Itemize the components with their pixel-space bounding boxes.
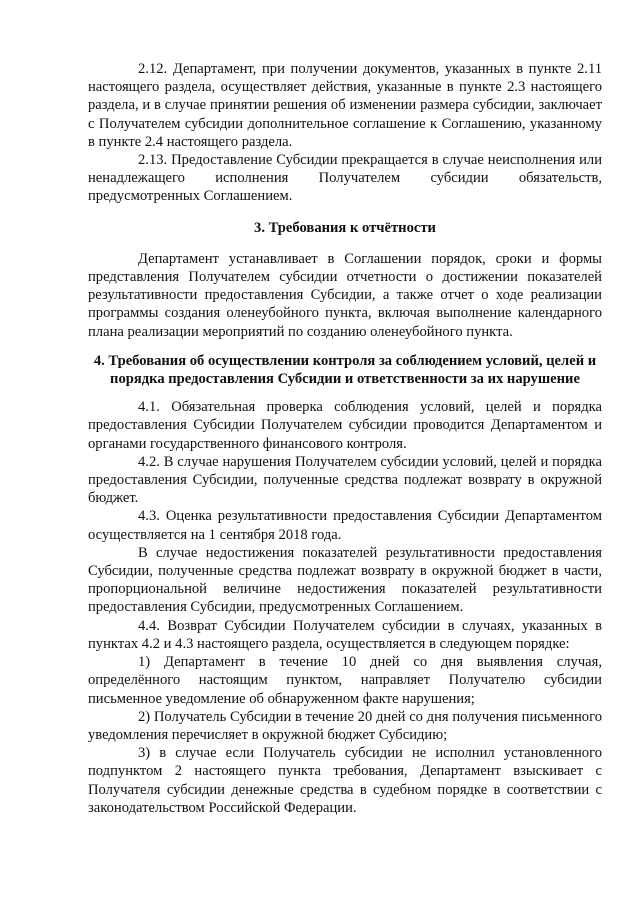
paragraph-4-2: 4.2. В случае нарушения Получателем субсидии условий, целей и порядка предоставления Субсидии, полученные средства подлежат возврату в окружной бюджет. [88,453,602,507]
paragraph-4-4-item-3: 3) в случае если Получатель субсидии не исполнил установленного подпунктом 2 настоящего пункта требования, Департамент взыскивает с Получателя субсидии денежные средства в судебном порядке в соответствии с законодательством Российской Федерации. [88,745,602,816]
paragraph-4-3-cont: В случае недостижения показателей результативности предоставления Субсидии, полученные средства подлежат возврату в окружной бюджет в части, пропорциональной величине недостижения показателей результативности предоставления Субсидии, предусмотренных Соглашением. [88,544,602,616]
paragraph-4-1: 4.1. Обязательная проверка соблюдения условий, целей и порядка предоставления Субсидии Получателем субсидии проводится Департаментом и органами государственного финансового контроля. [88,399,602,452]
document-page [88,60,602,817]
paragraph-4-4-item-2: 2) Получатель Субсидии в течение 20 дней со дня получения письменного уведомления перечисляет в окружной бюджет Субсидию; [88,708,602,743]
paragraph-4-4-item-1: 1) Департамент в течение 10 дней со дня выявления случая, определённого настоящим пунктом, направляет Получателю субсидии письменное уведомление об обнаруженном факте нарушения; [88,654,602,707]
paragraph-2-13: 2.13. Предоставление Субсидии прекращается в случае неисполнения или ненадлежащего исполнения Получателем субсидии обязательств, предусмотренных Соглашением. [88,152,602,205]
paragraph-2-12: 2.12. Департамент, при получении документов, указанных в пункте 2.11 настоящего раздела, осуществляет действия, указанные в пункте 2.3 настоящего раздела, и в случае принятии решения об изменении размера субсидии, заключает с Получателем субсидии дополнительное соглашение к Соглашению, указанному в пункте 2.4 настоящего раздела. [88,61,602,150]
section-3-heading: 3. Требования к отчётности [254,219,436,236]
paragraph-3-body: Департамент устанавливает в Соглашении порядок, сроки и формы представления Получателем субсидии отчетности о достижении показателей результативности предоставления Субсидии, а также отчет о ходе реализации программы создания оленеубойного пункта, включая выполнение календарного плана реализации мероприятий по созданию оленеубойного пункта. [88,250,602,340]
paragraph-4-4: 4.4. Возврат Субсидии Получателем субсидии в случаях, указанных в пунктах 4.2 и 4.3 настоящего раздела, осуществляется в следующем порядке: [88,617,602,652]
section-4-heading: 4. Требования об осуществлении контроля за соблюдением условий, целей и порядка предоставления Субсидии и ответственности за их нарушение [93,352,597,388]
paragraph-4-3: 4.3. Оценка результативности предоставления Субсидии Департаментом осуществляется на 1 сентября 2018 года. [88,508,602,543]
